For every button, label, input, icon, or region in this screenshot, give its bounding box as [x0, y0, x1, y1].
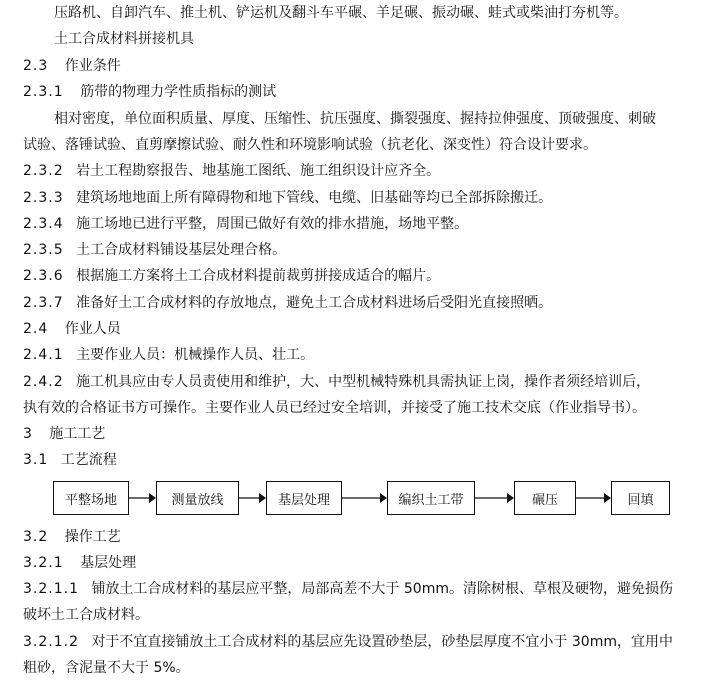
- section-number: 3.2: [23, 529, 49, 545]
- flow-arrow-icon: [239, 490, 266, 506]
- item-number: 2.4.1: [23, 347, 64, 363]
- heading-3-2-1: [23, 554, 136, 572]
- text-line-2: 土工合成材料拼接机具: [54, 31, 194, 47]
- heading-3-1: [23, 451, 117, 469]
- item-2-4-1: [23, 346, 314, 364]
- flow-step-4: 编织土工带: [387, 481, 475, 515]
- item-text: 准备好土工合成材料的存放地点，避免土工合成材料进场后受阳光直接照晒。: [76, 295, 553, 311]
- section-title: 作业人员: [64, 321, 121, 337]
- flow-step-5: 碾压: [514, 481, 576, 515]
- item-2-4-2: [23, 373, 650, 391]
- paragraph-line: 试验、落锤试验、直剪摩擦试验、耐久性和环境影响试验（抗老化、深变性）符合设计要求。: [23, 137, 597, 153]
- item-text: 岩土工程勘察报告、地基施工图纸、施工组织设计应齐全。: [76, 163, 441, 179]
- section-title: 基层处理: [80, 555, 137, 571]
- paragraph-line: 相对密度，单位面积质量、厚度、压缩性、抗压强度、撕裂强度、握持拉伸强度、顶破强度、刺破: [54, 111, 656, 127]
- item-text: 主要作业人员：机械操作人员、壮工。: [76, 347, 315, 363]
- item-2-3-7: [23, 294, 552, 312]
- item-2-3-4: [23, 215, 468, 233]
- section-number: 2.3.1: [23, 84, 64, 100]
- item-text: 施工机具应由专人员责使用和维护，大、中型机械特殊机具需执证上岗，操作者须经培训后，: [76, 374, 651, 390]
- item-3-2-1-1: [23, 580, 673, 598]
- item-text: 土工合成材料铺设基层处理合格。: [76, 242, 287, 258]
- flow-step-3: 基层处理: [266, 481, 342, 515]
- section-title: 筋带的物理力学性质指标的测试: [80, 84, 277, 100]
- flow-arrow-icon: [475, 490, 514, 506]
- section-number: 2.4: [23, 321, 49, 337]
- item-2-3-6: [23, 267, 440, 285]
- section-title: 作业条件: [64, 58, 121, 74]
- item-number: 2.3.7: [23, 295, 64, 311]
- heading-3: [23, 425, 105, 443]
- item-2-3-2: [23, 162, 440, 180]
- section-number: 2.3: [23, 58, 49, 74]
- section-title: 操作工艺: [64, 529, 121, 545]
- item-text: 施工场地已进行平整，周围已做好有效的排水措施，场地平整。: [76, 216, 469, 232]
- flow-step-1: 平整场地: [53, 481, 129, 515]
- section-title: 工艺流程: [60, 452, 117, 468]
- section-number: 3: [23, 426, 33, 442]
- item-number: 2.3.5: [23, 242, 64, 258]
- section-number: 3.1: [23, 452, 49, 468]
- item-text: 建筑场地地面上所有障碍物和地下管线、电缆、旧基础等均已全部拆除搬迁。: [76, 190, 553, 206]
- item-number: 2.4.2: [23, 374, 64, 390]
- process-flow: [0, 481, 721, 517]
- item-2-3-3: [23, 189, 552, 207]
- item-text: 铺放土工合成材料的基层应平整，局部高差不大于 50mm。清除树根、草根及硬物，避免损伤: [91, 581, 673, 597]
- paragraph-line: 执有效的合格证书方可操作。主要作业人员已经过安全培训，并接受了施工技术交底（作业指导书）。: [23, 400, 646, 416]
- heading-2-4: [23, 320, 121, 338]
- flow-arrow-icon: [342, 490, 387, 506]
- item-number: 2.3.3: [23, 190, 64, 206]
- item-number: 2.3.2: [23, 163, 64, 179]
- heading-3-2: [23, 528, 121, 546]
- flow-step-2: 测量放线: [156, 481, 239, 515]
- item-text: 根据施工方案将土工合成材料提前裁剪拼接成适合的幅片。: [76, 268, 441, 284]
- item-2-3-5: [23, 241, 286, 259]
- paragraph-line: 粗砂，含泥量不大于 5%。: [23, 660, 190, 676]
- item-text: 对于不宜直接铺放土工合成材料的基层应先设置砂垫层，砂垫层厚度不宜小于 30mm，宜用中: [91, 634, 673, 650]
- flow-arrow-icon: [129, 490, 156, 506]
- flow-step-6: 回填: [611, 481, 670, 515]
- item-number: 3.2.1.2: [23, 634, 79, 650]
- flow-arrow-icon: [576, 490, 611, 506]
- item-number: 2.3.6: [23, 268, 64, 284]
- text-line-1: 压路机、自卸汽车、推土机、铲运机及翻斗车平碾、羊足碾、振动碾、蛙式或柴油打夯机等。: [54, 5, 628, 21]
- item-3-2-1-2: [23, 633, 673, 651]
- section-number: 3.2.1: [23, 555, 64, 571]
- item-number: 2.3.4: [23, 216, 64, 232]
- section-title: 施工工艺: [49, 426, 106, 442]
- heading-2-3-1: [23, 83, 276, 101]
- item-number: 3.2.1.1: [23, 581, 79, 597]
- heading-2-3: [23, 57, 121, 75]
- paragraph-line: 破坏土工合成材料。: [23, 607, 149, 623]
